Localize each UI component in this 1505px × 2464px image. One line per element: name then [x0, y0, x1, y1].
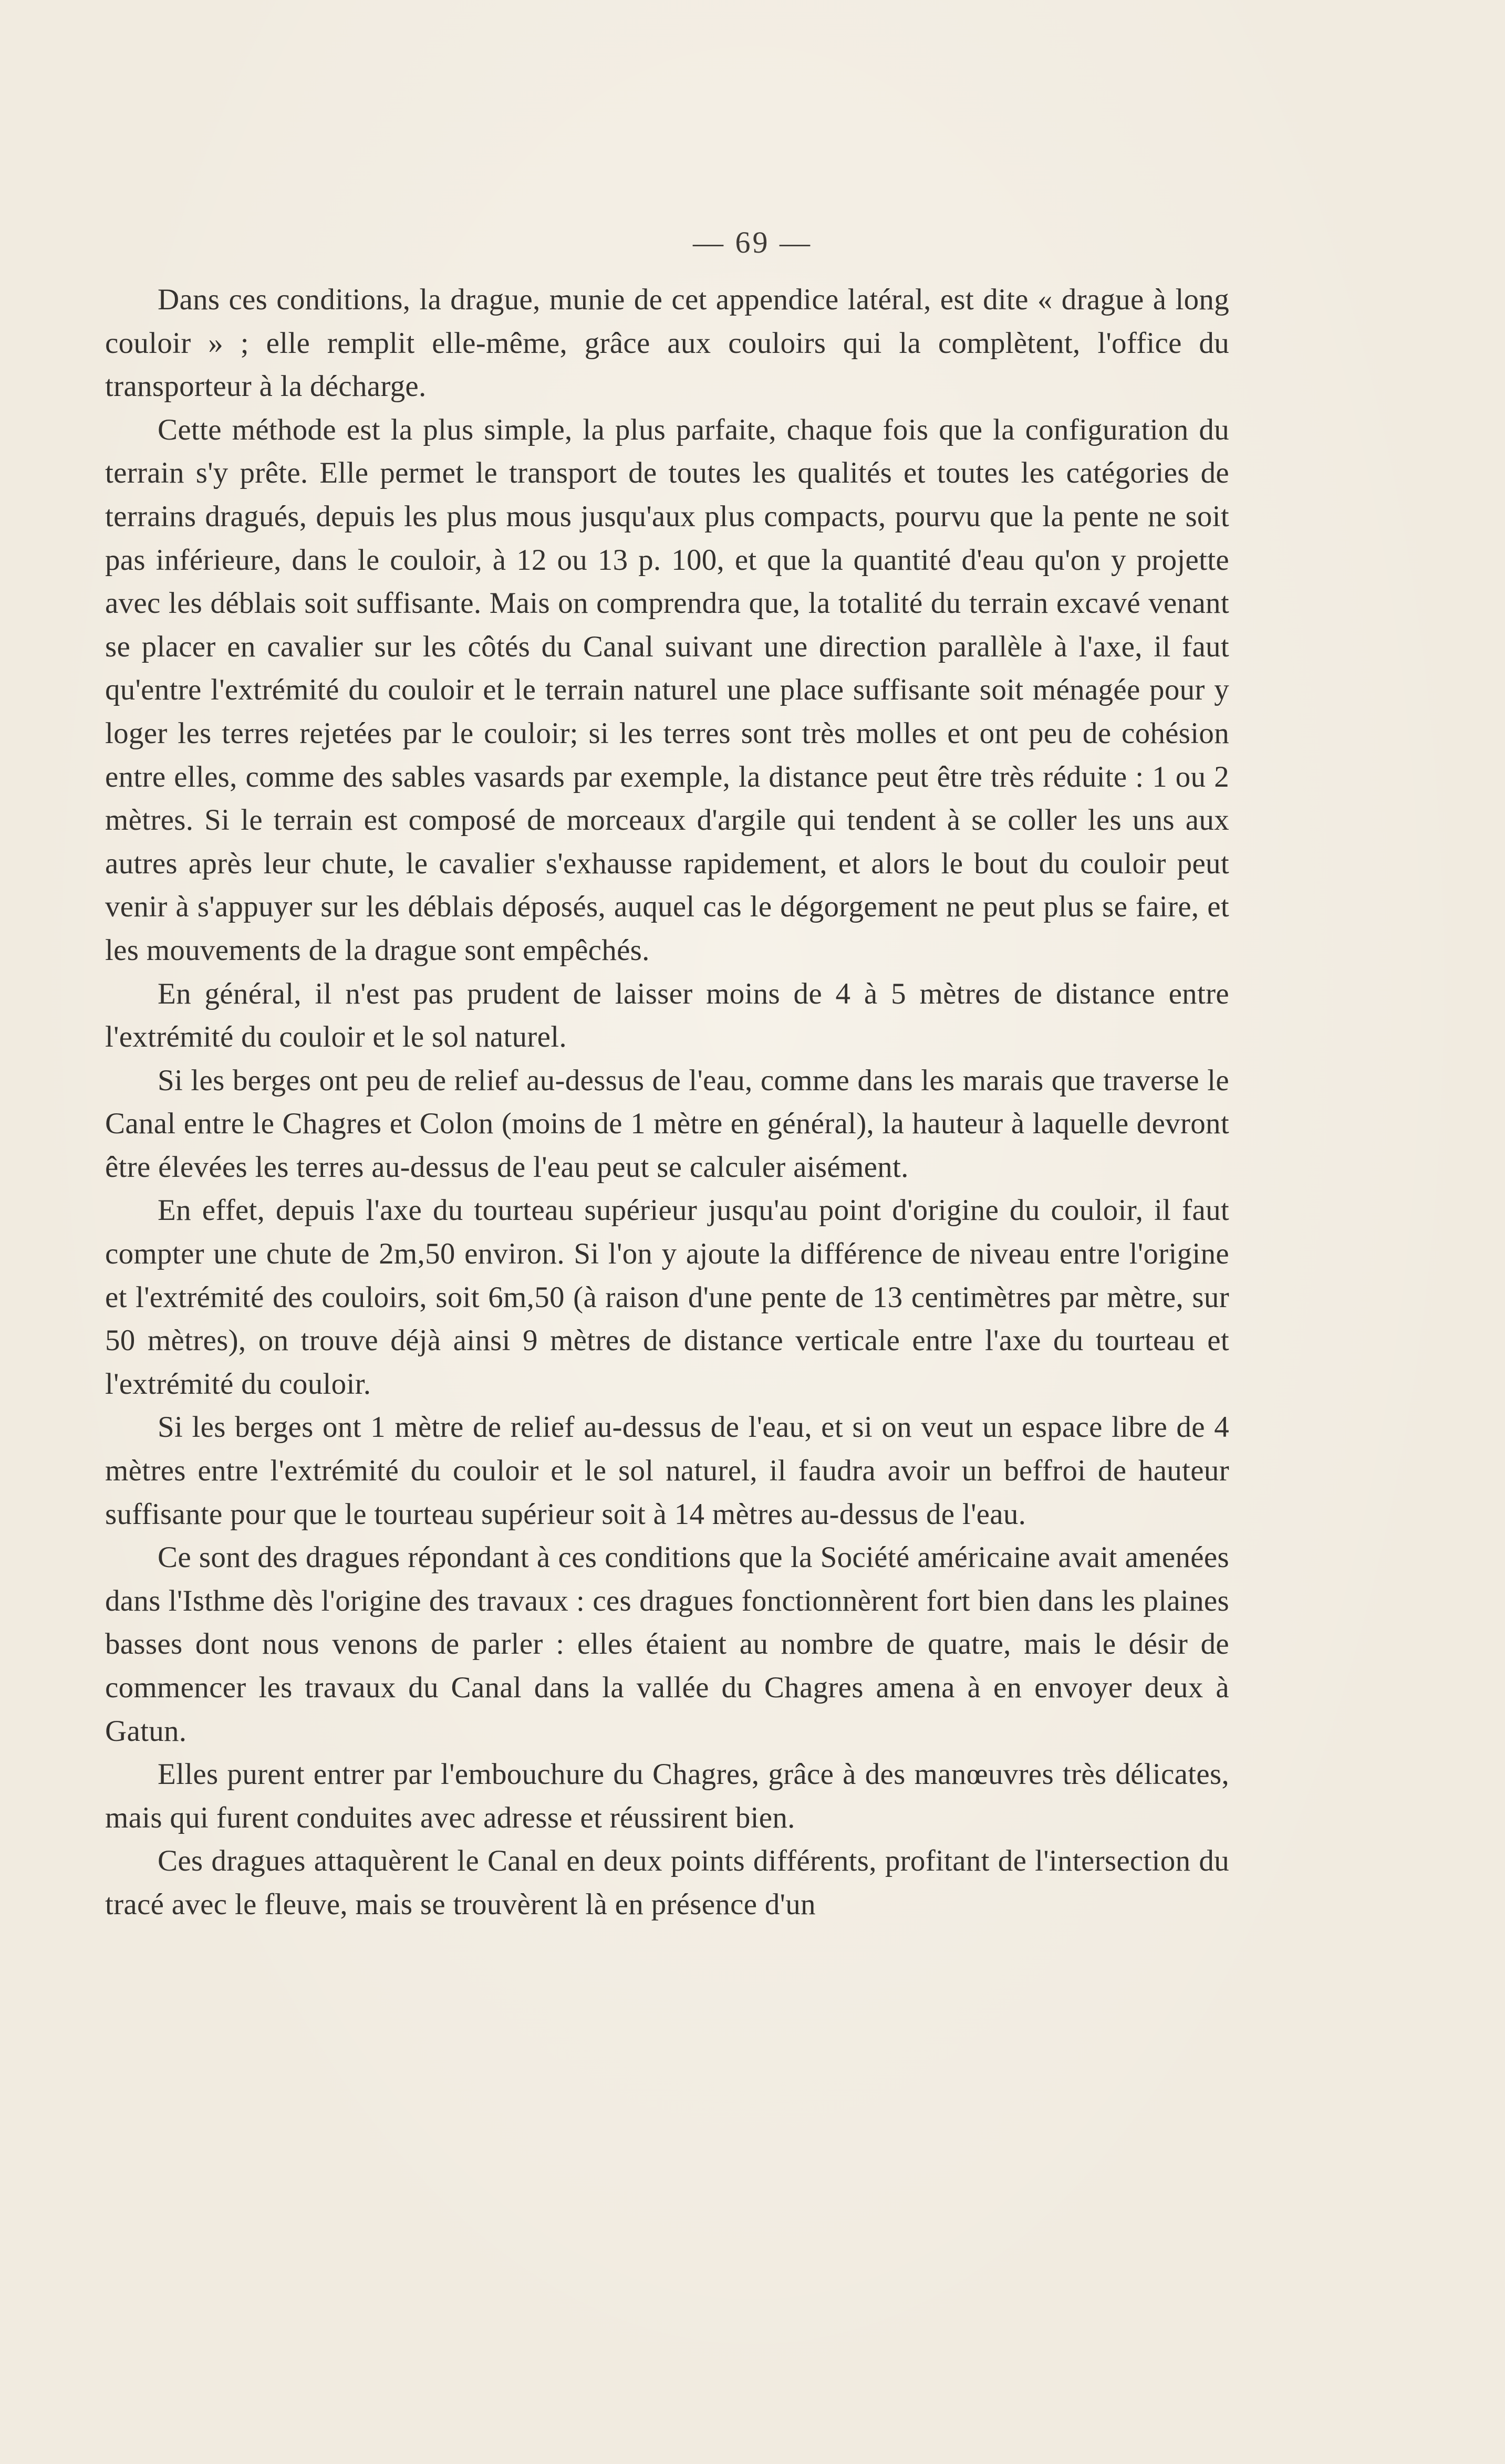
- paragraph-1: Dans ces conditions, la drague, munie de cet appendice latéral, est dite « drague à long couloir » ; elle remplit elle-même, grâce aux couloirs qui la complètent, l'office du transporteur à la décharge.: [105, 283, 1229, 403]
- paragraph-2: Cette méthode est la plus simple, la plus parfaite, chaque fois que la configuration du terrain s'y prête. Elle permet le transport de toutes les qualités et toutes les catégories de terrains dragués, depuis les plus mous jusqu'aux plus compacts, pourvu que la pente ne soit pas inférieure, dans le couloir, à 12 ou 13 p. 100, et que la quantité d'eau qu'on y projette avec les déblais soit suffisante. Mais on comprendra que, la totalité du terrain excavé venant se placer en cavalier sur les côtés du Canal suivant une direction parallèle à l'axe, il faut qu'entre l'extrémité du couloir et le terrain naturel une place suffisante soit ménagée pour y loger les terres rejetées par le couloir; si les terres sont très molles et ont peu de cohésion entre elles, comme des sables vasards par exemple, la distance peut être très réduite : 1 ou 2 mètres. Si le terrain est composé de morceaux d'argile qui tendent à se coller les uns aux autres après leur chute, le cavalier s'exhausse rapidement, et alors le bout du couloir peut venir à s'appuyer sur les déblais déposés, auquel cas le dégorgement ne peut plus se faire, et les mouvements de la drague sont empêchés.: [105, 413, 1229, 967]
- page-number: — 69 —: [693, 225, 812, 259]
- paragraph-5: En effet, depuis l'axe du tourteau supérieur jusqu'au point d'origine du couloir, il faut compter une chute de 2m,50 environ. Si l'on y ajoute la différence de niveau entre l'origine et l'extrémité des couloirs, soit 6m,50 (à raison d'une pente de 13 centimètres par mètre, sur 50 mètres), on trouve déjà ainsi 9 mètres de distance verticale entre l'axe du tourteau et l'extrémité du couloir.: [105, 1194, 1229, 1401]
- paragraph-8: Elles purent entrer par l'embouchure du Chagres, grâce à des manœuvres très délicates, mais qui furent conduites avec adresse et réussirent bien.: [105, 1758, 1229, 1834]
- body-text: [105, 278, 1229, 1927]
- paragraph-9: Ces dragues attaquèrent le Canal en deux points différents, profitant de l'intersection du tracé avec le fleuve, mais se trouvèrent là en présence d'un: [105, 1844, 1229, 1921]
- paragraph-3: En général, il n'est pas prudent de laisser moins de 4 à 5 mètres de distance entre l'extrémité du couloir et le sol naturel.: [105, 977, 1229, 1054]
- paragraph-6: Si les berges ont 1 mètre de relief au-dessus de l'eau, et si on veut un espace libre de 4 mètres entre l'extrémité du couloir et le sol naturel, il faudra avoir un beffroi de hauteur suffisante pour que le tourteau supérieur soit à 14 mètres au-dessus de l'eau.: [105, 1411, 1229, 1531]
- paragraph-4: Si les berges ont peu de relief au-dessus de l'eau, comme dans les marais que traverse le Canal entre le Chagres et Colon (moins de 1 mètre en général), la hauteur à laquelle devront être élevées les terres au-dessus de l'eau peut se calculer aisément.: [105, 1063, 1229, 1184]
- paragraph-7: Ce sont des dragues répondant à ces conditions que la Société américaine avait amenées dans l'Isthme dès l'origine des travaux : ces dragues fonctionnèrent fort bien dans les plaines basses dont nous venons de parler : elles étaient au nombre de quatre, mais le désir de commencer les travaux du Canal dans la vallée du Chagres amena à en envoyer deux à Gatun.: [105, 1541, 1229, 1748]
